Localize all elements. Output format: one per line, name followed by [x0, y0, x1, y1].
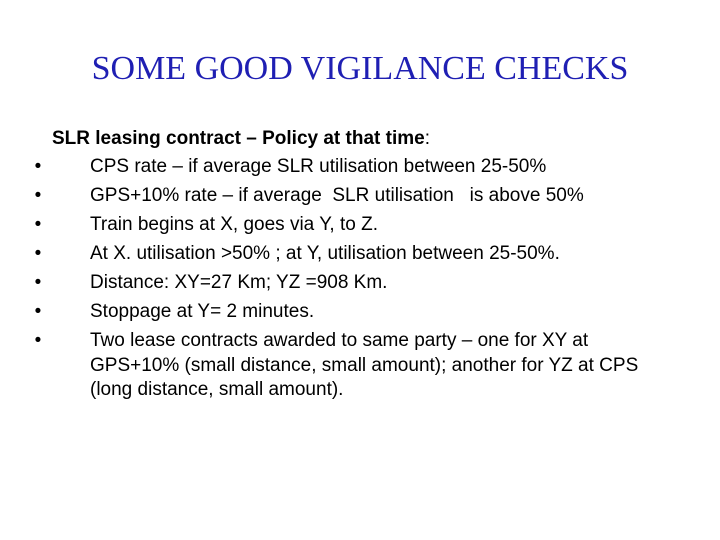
- bullet-text: CPS rate – if average SLR utilisation between 25-50%: [90, 156, 547, 177]
- bullet-text: At X. utilisation >50% ; at Y, utilisation between 25-50%.: [90, 243, 560, 264]
- bullet-icon: •: [34, 185, 42, 206]
- section-heading-text: SLR leasing contract – Policy at that time: [52, 128, 425, 149]
- section-heading: [52, 126, 430, 152]
- bullet-text: Stoppage at Y= 2 minutes.: [90, 301, 315, 322]
- bullet-icon: •: [34, 330, 42, 351]
- bullet-icon: •: [34, 156, 42, 177]
- bullet-item: [30, 300, 680, 325]
- section-heading-colon: :: [424, 128, 430, 149]
- bullet-item: [30, 213, 680, 238]
- bullet-list: [30, 155, 680, 407]
- bullet-item: [30, 242, 680, 267]
- bullet-item: [30, 155, 680, 180]
- bullet-icon: •: [34, 301, 42, 322]
- bullet-icon: •: [34, 272, 42, 293]
- bullet-icon: •: [34, 243, 42, 264]
- bullet-icon: •: [34, 214, 42, 235]
- bullet-text: Two lease contracts awarded to same party – one for XY at GPS+10% (small distance, small amount); another for YZ at CPS (long distance, small amount).: [90, 330, 639, 400]
- bullet-item: [30, 184, 680, 209]
- bullet-text: Train begins at X, goes via Y, to Z.: [90, 214, 378, 235]
- bullet-item: [30, 271, 680, 296]
- bullet-text: GPS+10% rate – if average SLR utilisation is above 50%: [90, 185, 584, 206]
- slide-title: SOME GOOD VIGILANCE CHECKS: [91, 50, 629, 87]
- bullet-text: Distance: XY=27 Km; YZ =908 Km.: [90, 272, 388, 293]
- bullet-item: [30, 329, 680, 403]
